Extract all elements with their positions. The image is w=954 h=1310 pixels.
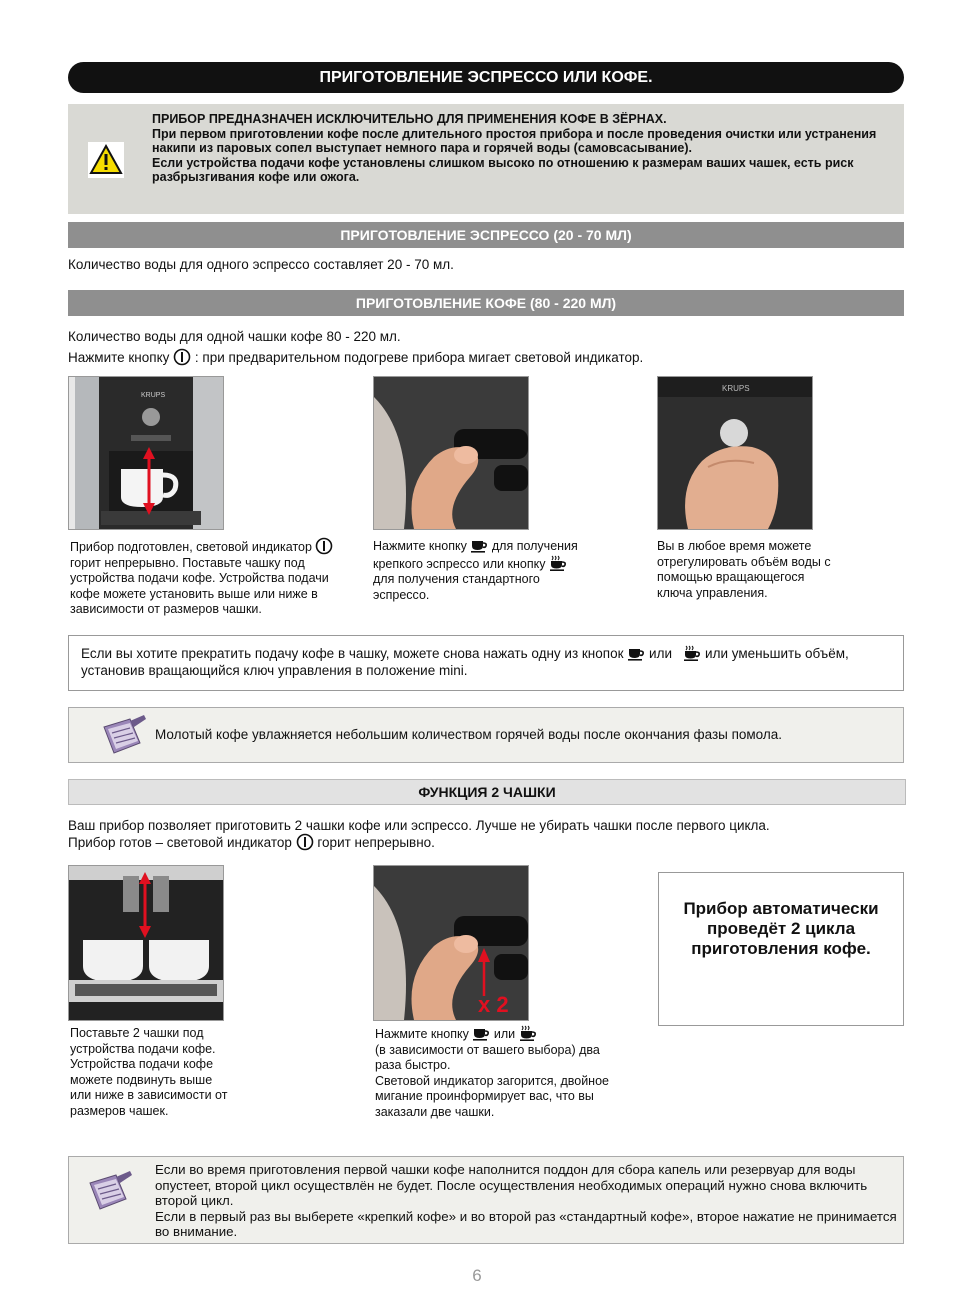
warning-text <box>152 112 892 185</box>
note-box-1 <box>68 707 904 763</box>
power-icon <box>315 537 333 555</box>
photo-two-cups <box>68 865 224 1021</box>
coffee-text-2: Нажмите кнопку : при предварительном подогреве прибора мигает световой индикатор. <box>68 350 644 365</box>
strong-espresso-icon <box>470 537 488 553</box>
page-title: ПРИГОТОВЛЕНИЕ ЭСПРЕССО ИЛИ КОФЕ. <box>68 62 904 93</box>
note-2-paragraph-1: Если во время приготовления первой чашки кофе наполнится поддон для сбора капель или резервуар для воды опустеет, второй цикл осуществлён не будет. После осуществления необходимых операций нужно снова включить второй цикл. <box>155 1162 868 1208</box>
strong-espresso-icon <box>627 645 645 661</box>
section-header-two-cups: ФУНКЦИЯ 2 ЧАШКИ <box>68 779 906 805</box>
note-1-text: Молотый кофе увлажняется небольшим количеством горячей воды после окончания фазы помола. <box>155 727 783 742</box>
photo-brand-label: KRUPS <box>722 384 750 393</box>
photo-press-button <box>373 376 529 530</box>
coffee-text-1: Количество воды для одной чашки кофе 80 - 220 мл. <box>68 329 401 344</box>
espresso-text: Количество воды для одного эспрессо составляет 20 - 70 мл. <box>68 257 454 272</box>
warning-line-1: ПРИБОР ПРЕДНАЗНАЧЕН ИСКЛЮЧИТЕЛЬНО ДЛЯ ПРИМЕНЕНИЯ КОФЕ В ЗЁРНАХ. <box>152 112 667 126</box>
warning-line-2: При первом приготовлении кофе после длительного простоя прибора и после проведения очистки или устранения накипи из паровых сопел выступает немного пара и горячей воды (самовсасывание). <box>152 126 877 155</box>
power-icon <box>296 833 314 851</box>
warning-icon <box>88 142 124 178</box>
note-2-text <box>155 1162 897 1240</box>
strong-espresso-icon <box>472 1025 490 1041</box>
photo-rotate-dial <box>657 376 813 530</box>
power-icon <box>173 348 191 366</box>
x2-label: x 2 <box>478 992 509 1017</box>
section-header-coffee: ПРИГОТОВЛЕНИЕ КОФЕ (80 - 220 МЛ) <box>68 290 904 316</box>
standard-espresso-icon <box>549 555 567 571</box>
note-icon <box>99 713 149 757</box>
two-cups-text-2: Прибор готов – световой индикатор горит непрерывно. <box>68 835 435 850</box>
warning-line-3: Если устройства подачи кофе установлены слишком высоко по отношению к размерам ваших чашек, есть риск разбрызгивания кофе или ожога. <box>152 155 854 184</box>
caption-photo-2: Нажмите кнопку для получения крепкого эспрессо или кнопку для получения стандартного эспрессо. <box>373 539 578 602</box>
note-icon <box>85 1169 135 1213</box>
page-number: 6 <box>472 1266 482 1285</box>
auto-two-cycles-text: Прибор автоматически проведёт 2 цикла приготовления кофе. <box>683 899 879 958</box>
section-header-espresso: ПРИГОТОВЛЕНИЕ ЭСПРЕССО (20 - 70 МЛ) <box>68 222 904 248</box>
stop-note-text: Если вы хотите прекратить подачу кофе в чашку, можете снова нажать одну из кнопок или или уменьшить объём, установив вращающийся ключ управления в положение mini. <box>81 646 849 678</box>
note-box-2 <box>68 1156 904 1244</box>
two-cups-text-1: Ваш прибор позволяет приготовить 2 чашки кофе или эспрессо. Лучше не убирать чашки после первого цикла. <box>68 818 770 833</box>
photo-press-twice <box>373 865 529 1021</box>
caption-photo-4: Поставьте 2 чашки под устройства подачи кофе. Устройства подачи кофе можете подвинуть выше или ниже в зависимости от размеров чашек. <box>70 1026 228 1118</box>
caption-photo-1: Прибор подготовлен, световой индикатор горит непрерывно. Поставьте чашку под устройства подачи кофе. Устройства подачи кофе можете установить выше или ниже в зависимости от размеров чашки. <box>70 537 335 618</box>
photo-brand-label: KRUPS <box>141 392 166 399</box>
caption-photo-5: Нажмите кнопку или (в зависимости от вашего выбора) два раза быстро. Световой индикатор загорится, двойное мигание проинформирует вас, что вы заказали две чашки. <box>375 1027 609 1119</box>
auto-two-cycles-box <box>658 872 904 1026</box>
standard-espresso-icon <box>683 645 701 661</box>
stop-note-box <box>68 635 904 691</box>
photo-machine-cup <box>68 376 224 530</box>
standard-espresso-icon <box>519 1025 537 1041</box>
warning-box <box>68 104 904 214</box>
caption-photo-3: Вы в любое время можете отрегулировать объём воды с помощью вращающегося ключа управления. <box>657 539 831 600</box>
note-2-paragraph-2: Если в первый раз вы выберете «крепкий кофе» и во второй раз «стандартный кофе», второе нажатие не принимается во внимание. <box>155 1208 897 1239</box>
